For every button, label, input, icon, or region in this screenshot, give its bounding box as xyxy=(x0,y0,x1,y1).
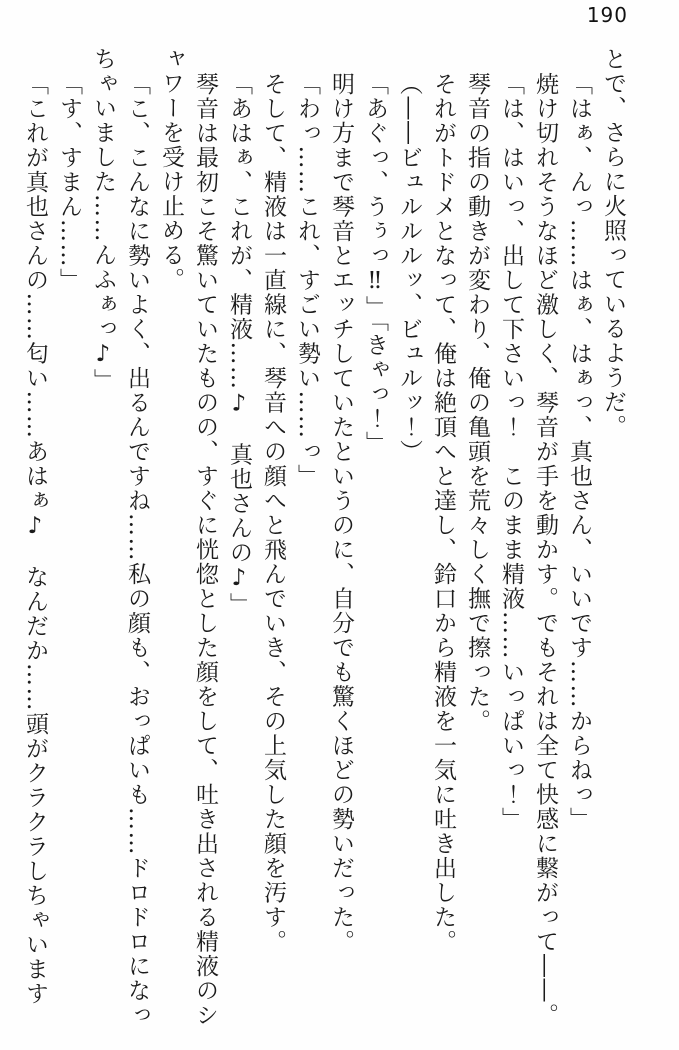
paragraph: 「あはぁ、これが、精液……♪ 真也さんの♪」 xyxy=(226,71,252,617)
paragraph: 「は、はいっ、出して下さいっ！ このまま精液……いっぱいっ！」 xyxy=(498,71,524,831)
paragraph: 「こ、こんなに勢いよく、出るんですね……私の顔も、おっぱいも……ドロドロになっちゃいました……んふぁっ♪」 xyxy=(90,47,150,1027)
paragraph: 「これが真也さんの……匂い……あはぁ♪ なんだか……頭がクラクラしちゃいます xyxy=(22,71,48,1006)
paragraph: 「あぐっ、うぅっ‼」「きゃっ！」 xyxy=(362,71,388,455)
paragraph: そして、精液は一直線に、琴音への顔へと飛んでいき、その上気した顔を汚す。 xyxy=(260,71,286,954)
paragraph: 「わっ……これ、すごい勢い……っ」 xyxy=(294,71,320,488)
paragraph: 琴音は最初こそ驚いていたものの、すぐに恍惚とした顔をして、吐き出される精液のシャワーを受け止める。 xyxy=(158,47,218,1027)
paragraph: 焼け切れそうなほど激しく、琴音が手を動かす。でもそれは全て快感に繋がって――。 xyxy=(532,71,558,1027)
paragraph: 明け方まで琴音とエッチしていたというのに、自分でも驚くほどの勢いだった。 xyxy=(328,71,354,954)
paragraph: 「はぁ、んっ……はぁ、はぁっ、真也さん、いいです……からねっ」 xyxy=(566,71,592,831)
paragraph: 琴音の指の動きが変わり、俺の亀頭を荒々しく撫で擦った。 xyxy=(464,71,490,733)
paragraph: 「す、すまん……」 xyxy=(56,71,82,292)
paragraph: それがトドメとなって、俺は絶頂へと達し、鈴口から精液を一気に吐き出した。 xyxy=(430,71,456,954)
paragraph: とで、さらに火照っているようだ。 xyxy=(600,47,626,439)
paragraph: （――ビュルルルッ、ビュルッ！） xyxy=(396,71,422,464)
vertical-text-block xyxy=(18,47,630,1033)
page-number: 190 xyxy=(586,3,628,27)
